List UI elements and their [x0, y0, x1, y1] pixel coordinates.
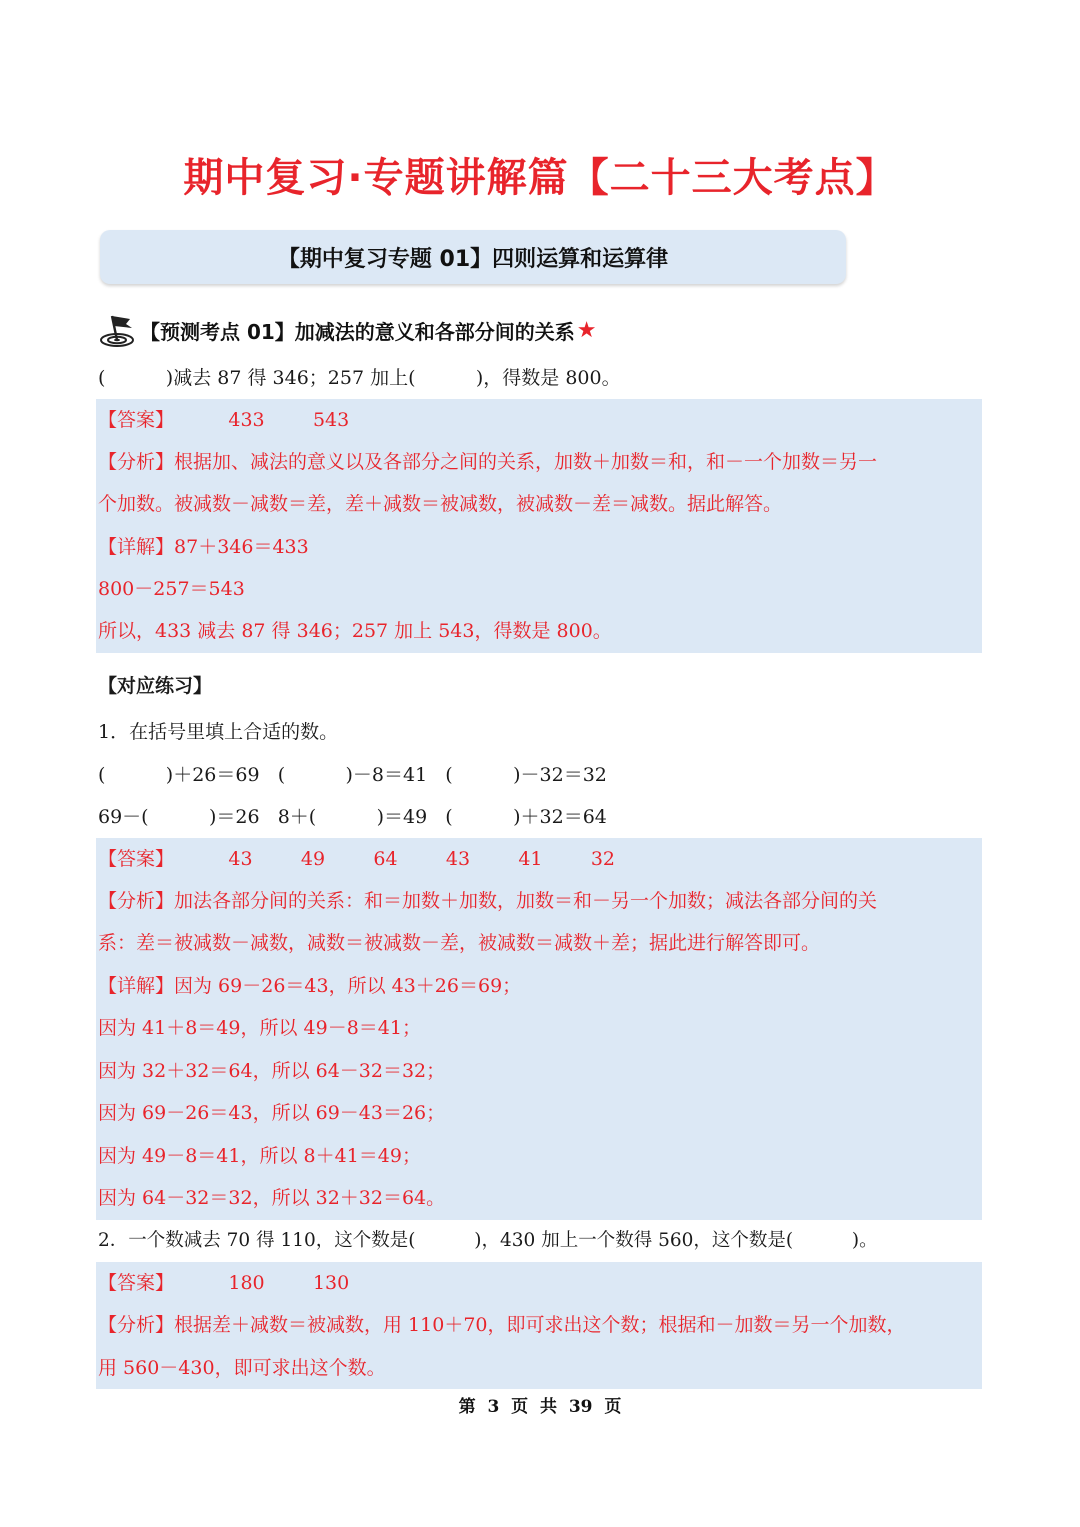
- q2-stem: 2．一个数减去 70 得 110，这个数是( )，430 加上一个数得 560，这个数是( )。: [98, 1230, 878, 1251]
- q2-answer: 【答案】 180 130: [98, 1272, 350, 1294]
- q1-answer-box: [96, 838, 982, 1220]
- example-detail-line: 800－257＝543: [98, 578, 245, 600]
- page-title: 期中复习·专题讲解篇【二十三大考点】: [183, 155, 897, 201]
- q1-detail-line: 因为 32＋32＝64，所以 64－32＝32；: [98, 1060, 446, 1082]
- flag-target-icon: [98, 313, 136, 347]
- example-detail-line: 所以，433 减去 87 得 346；257 加上 543，得数是 800。: [98, 620, 612, 642]
- q1-detail: 【详解】因为 69－26＝43，所以 43＋26＝69；: [98, 975, 522, 997]
- topic-title: 【期中复习专题 01】四则运算和运算律: [277, 246, 669, 272]
- star-icon: ★: [576, 317, 597, 343]
- q1-row1: ( )＋26＝69 ( )－8＝41 ( )－32＝32: [98, 764, 607, 786]
- q1-detail-line: 因为 41＋8＝49，所以 49－8＝41；: [98, 1017, 421, 1039]
- q1-detail-line: 因为 49－8＝41，所以 8＋41＝49；: [98, 1145, 421, 1167]
- example-answer-box: [96, 399, 982, 653]
- example-analysis-cont: 个加数。被减数－减数＝差，差＋减数＝被减数，被减数－差＝减数。据此解答。: [98, 493, 783, 515]
- q2-answer-box: [96, 1262, 982, 1389]
- page-footer: 第 3 页 共 39 页: [458, 1397, 622, 1417]
- knowledge-point-heading: [98, 312, 597, 348]
- example-answer: 【答案】 433 543: [98, 409, 350, 431]
- q1-detail-line: 因为 69－26＝43，所以 69－43＝26；: [98, 1102, 446, 1124]
- q1-stem: 1．在括号里填上合适的数。: [98, 721, 339, 743]
- q1-analysis: 【分析】加法各部分间的关系：和＝加数＋加数，加数＝和－另一个加数；减法各部分间的关: [98, 890, 878, 912]
- example-analysis: 【分析】根据加、减法的意义以及各部分之间的关系，加数＋加数＝和，和－一个加数＝另一: [98, 451, 878, 473]
- example-detail: 【详解】87＋346＝433: [98, 536, 309, 558]
- example-question: ( )减去 87 得 346；257 加上( )，得数是 800。: [98, 367, 621, 389]
- topic-banner: [100, 230, 846, 284]
- q1-analysis-cont: 系：差＝被减数－减数，减数＝被减数－差，被减数＝减数＋差；据此进行解答即可。: [98, 932, 821, 954]
- knowledge-point-label: 【预测考点 01】加减法的意义和各部分间的关系: [140, 319, 575, 344]
- q2-analysis: 【分析】根据差＋减数＝被减数，用 110＋70，即可求出这个数；根据和－加数＝另一个加数，: [98, 1314, 906, 1336]
- q1-detail-line: 因为 64－32＝32，所以 32＋32＝64。: [98, 1187, 446, 1209]
- practice-heading: 【对应练习】: [98, 675, 213, 697]
- q2-analysis-cont: 用 560－430，即可求出这个数。: [98, 1357, 386, 1379]
- q1-row2: 69－( )＝26 8＋( )＝49 ( )＋32＝64: [98, 806, 607, 828]
- q1-answer: 【答案】 43 49 64 43 41 32: [98, 848, 616, 870]
